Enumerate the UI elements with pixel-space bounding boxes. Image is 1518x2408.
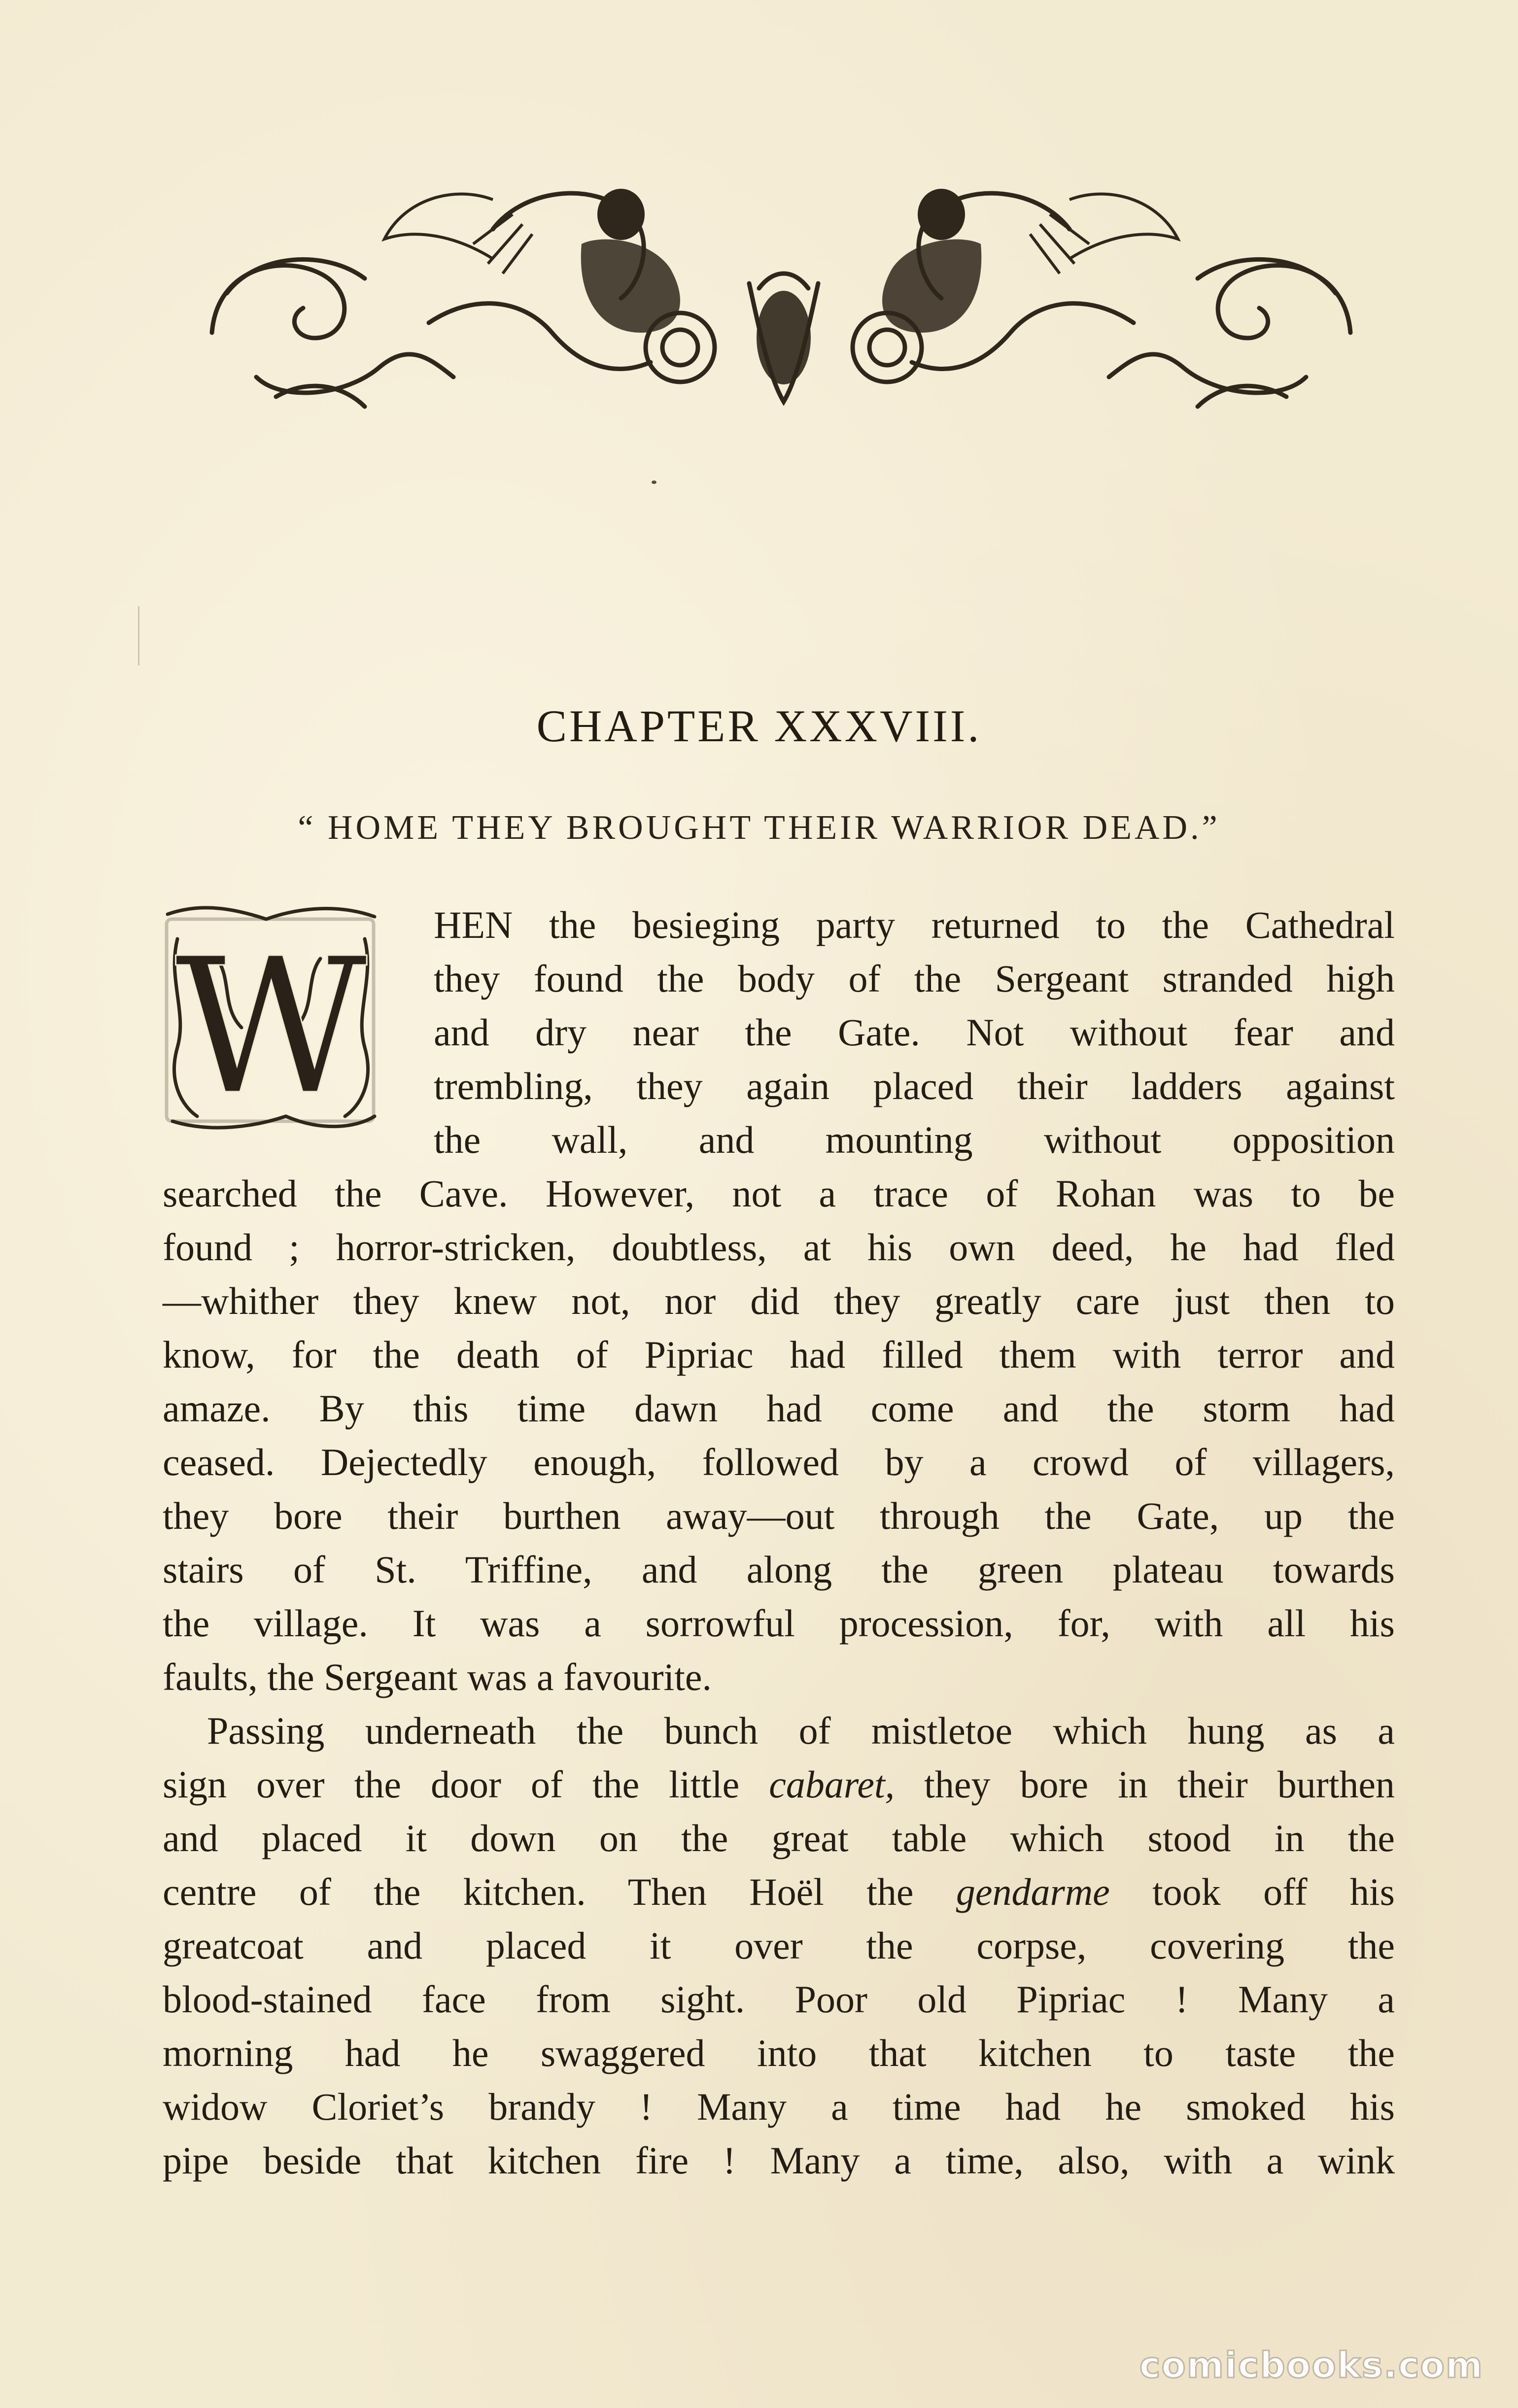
text-line: blood-stained face from sight. Poor old Pipriac ! Many a <box>163 1978 1395 2021</box>
text-line: morning had he swaggered into that kitchen to taste the <box>163 2031 1395 2074</box>
text-line: centre of the kitchen. Then Hoël the gendarme took off his <box>163 1870 1395 1913</box>
text-line: and dry near the Gate. Not without fear and <box>434 1011 1395 1054</box>
text-line: greatcoat and placed it over the corpse, covering the <box>163 1924 1395 1967</box>
text-line: they bore their burthen away—out through the Gate, up the <box>163 1494 1395 1537</box>
italic-word: gendarme <box>956 1870 1110 1913</box>
text-line: searched the Cave. However, not a trace of Rohan was to be <box>163 1172 1395 1215</box>
italic-word: cabaret, <box>769 1763 895 1806</box>
text-line: stairs of St. Triffine, and along the green plateau towards <box>163 1548 1395 1591</box>
text-line: amaze. By this time dawn had come and the storm had <box>163 1387 1395 1430</box>
watermark: comicbooks.com <box>1139 2344 1484 2386</box>
text-line: pipe beside that kitchen fire ! Many a time, also, with a wink <box>163 2139 1395 2182</box>
text-line: HEN the besieging party returned to the Cathedral <box>434 903 1395 946</box>
text-line: the village. It was a sorrowful procession, for, with all his <box>163 1602 1395 1645</box>
ink-speck <box>652 481 656 484</box>
text-line: faults, the Sergeant was a favourite. <box>163 1655 712 1698</box>
text-line: they found the body of the Sergeant stranded high <box>434 957 1395 1000</box>
text-line: sign over the door of the little cabaret, they bore in their burthen <box>163 1763 1395 1806</box>
text-line: widow Cloriet’s brandy ! Many a time had he smoked his <box>163 2085 1395 2128</box>
drop-cap-letter: W <box>174 918 368 1136</box>
chapter-title: CHAPTER XXXVIII. <box>536 701 982 751</box>
chapter-epigraph: “ HOME THEY BROUGHT THEIR WARRIOR DEAD.” <box>298 809 1220 847</box>
headpiece-ornament <box>197 170 1365 421</box>
text-line: trembling, they again placed their ladders against <box>434 1065 1395 1107</box>
text-line: the wall, and mounting without opposition <box>434 1118 1395 1161</box>
text-line: and placed it down on the great table which stood in the <box>163 1817 1395 1859</box>
text-line: —whither they knew not, nor did they greatly care just then to <box>163 1279 1395 1322</box>
gutter-mark <box>138 606 139 665</box>
text-line: know, for the death of Pipriac had filled them with terror and <box>163 1333 1395 1376</box>
text-line: found ; horror-stricken, doubtless, at his own deed, he had fled <box>163 1226 1395 1269</box>
text-line: ceased. Dejectedly enough, followed by a crowd of villagers, <box>163 1441 1395 1483</box>
drop-cap-ornament <box>158 899 384 1136</box>
text-line: Passing underneath the bunch of mistletoe which hung as a <box>207 1709 1395 1752</box>
